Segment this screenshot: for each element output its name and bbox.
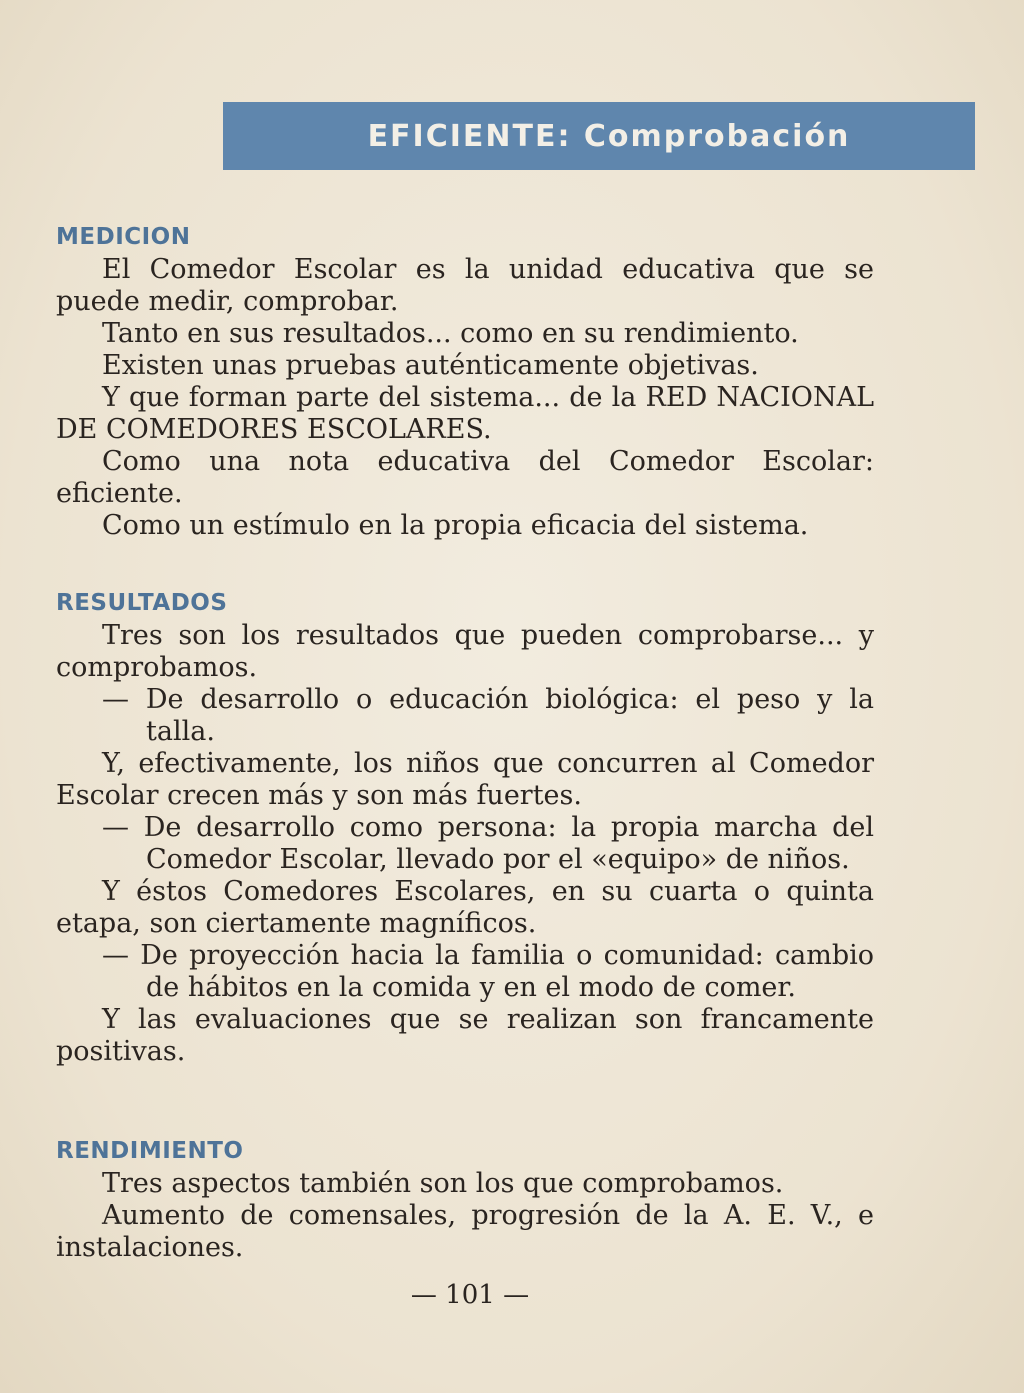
paragraph: Aumento de comensales, progresión de la A. E. V., e instalaciones.: [56, 1200, 874, 1263]
section-title-rendimiento: RENDIMIENTO: [56, 1138, 244, 1164]
section-rendimiento: [56, 1138, 874, 1264]
paragraph: Tres aspectos también son los que comprobamos.: [102, 1168, 784, 1199]
paragraph: Como una nota educativa del Comedor Escolar: eficiente.: [56, 446, 874, 509]
page-number: — 101 —: [410, 1280, 530, 1310]
paragraph: Y que forman parte del sistema... de la RED NACIONAL DE COMEDORES ESCOLARES.: [56, 382, 874, 445]
list-item: — De desarrollo o educación biológica: el peso y la talla.: [102, 684, 874, 747]
paragraph: Y, efectivamente, los niños que concurren al Comedor Escolar crecen más y son más fuertes.: [56, 748, 874, 811]
paragraph: Tanto en sus resultados... como en su rendimiento.: [102, 318, 799, 349]
section-resultados: [56, 590, 874, 1068]
chapter-title: EFICIENTE: Comprobación: [367, 118, 851, 154]
paragraph: El Comedor Escolar es la unidad educativa que se puede medir, comprobar.: [56, 254, 874, 317]
paragraph: Y éstos Comedores Escolares, en su cuarta o quinta etapa, son ciertamente magníficos.: [56, 876, 874, 939]
section-title-medicion: MEDICION: [56, 224, 191, 250]
section-medicion: [56, 224, 874, 542]
section-title-resultados: RESULTADOS: [56, 590, 228, 616]
list-item: — De desarrollo como persona: la propia marcha del Comedor Escolar, llevado por el «equipo» de niños.: [102, 812, 874, 875]
paragraph: Como un estímulo en la propia eficacia del sistema.: [102, 510, 809, 541]
paragraph: Y las evaluaciones que se realizan son francamente positivas.: [56, 1004, 874, 1067]
list-item: — De proyección hacia la familia o comunidad: cambio de hábitos en la comida y en el modo de comer.: [102, 940, 874, 1003]
chapter-header-band: [223, 102, 975, 170]
paragraph: Tres son los resultados que pueden comprobarse... y comprobamos.: [56, 620, 874, 683]
paragraph: Existen unas pruebas auténticamente objetivas.: [102, 350, 759, 381]
